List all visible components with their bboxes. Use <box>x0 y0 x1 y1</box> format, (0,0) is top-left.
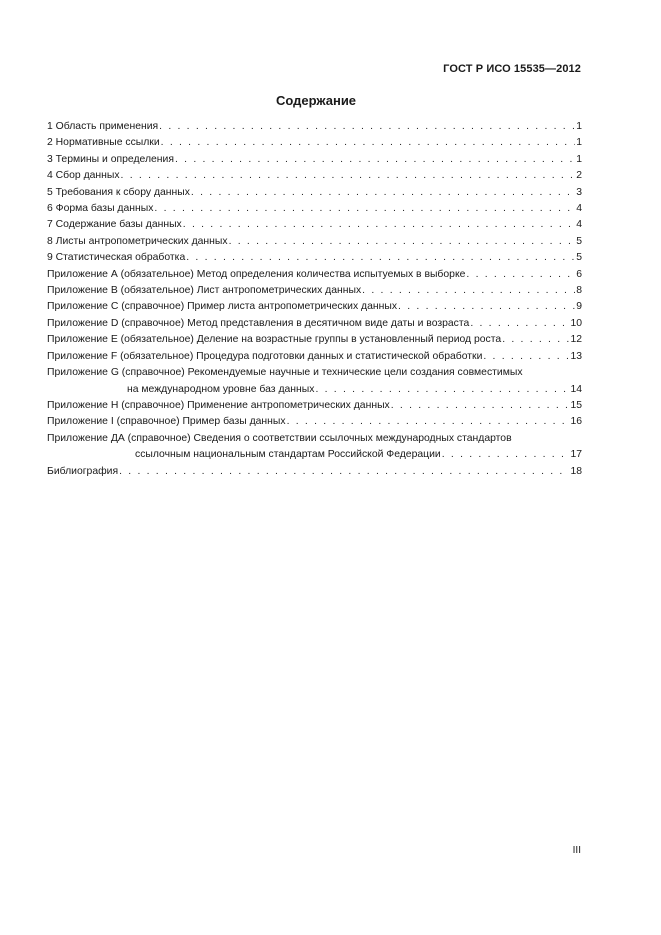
toc-leader-dots <box>502 332 569 348</box>
document-code: ГОСТ Р ИСО 15535—2012 <box>443 63 581 75</box>
toc-leader-dots <box>229 234 576 250</box>
toc-leader-dots <box>119 464 569 480</box>
toc-leader-dots <box>442 447 570 463</box>
toc-entry-page: 1 <box>576 137 582 149</box>
toc-leader-dots <box>391 398 570 414</box>
toc-entry-7[interactable] <box>47 217 582 233</box>
toc-entry-6[interactable] <box>47 201 582 217</box>
toc-entry-label: Приложение Н (справочное) Применение антропометрических данных <box>47 399 390 411</box>
toc-entry-label: 9 Статистическая обработка <box>47 252 186 264</box>
toc-leader-dots <box>287 414 570 430</box>
toc-leader-dots <box>159 119 575 135</box>
toc-leader-dots <box>315 382 569 398</box>
toc-entry-label: 8 Листы антропометрических данных <box>47 235 228 247</box>
toc-entry-page: 10 <box>570 317 582 329</box>
toc-entry-continuation <box>47 447 582 463</box>
toc-entry-page: 4 <box>576 203 582 215</box>
toc-entry-label: 5 Требования к сбору данных <box>47 186 190 198</box>
toc-entry-annex-c[interactable] <box>47 299 582 315</box>
toc-entry-page: 15 <box>570 399 582 411</box>
toc-leader-dots <box>483 349 569 365</box>
toc-entry-annex-b[interactable] <box>47 283 582 299</box>
toc-entry-2[interactable] <box>47 135 582 151</box>
toc-entry-label: Приложение ДА (справочное) Сведения о соответствии ссылочных международных стандартов <box>47 432 512 444</box>
toc-entry-1[interactable] <box>47 119 582 135</box>
toc-leader-dots <box>183 217 575 233</box>
toc-entry-5[interactable] <box>47 185 582 201</box>
toc-entry-page: 18 <box>570 465 582 477</box>
toc-entry-page: 14 <box>570 383 582 395</box>
toc-entry-annex-i[interactable] <box>47 414 582 430</box>
toc-entry-3[interactable] <box>47 152 582 168</box>
toc-entry-4[interactable] <box>47 168 582 184</box>
toc-entry-label-continuation: на международном уровне баз данных <box>127 383 315 395</box>
toc-entry-label: Приложение G (справочное) Рекомендуемые научные и технические цели создания совместимых <box>47 367 523 379</box>
toc-entry-label: Приложение Е (обязательное) Деление на возрастные группы в установленный период роста <box>47 334 502 346</box>
toc-entry-annex-g[interactable] <box>47 365 582 398</box>
toc-entry-page: 8 <box>576 285 582 297</box>
toc-entry-label: Библиография <box>47 465 119 477</box>
toc-leader-dots <box>186 250 575 266</box>
toc-entry-8[interactable] <box>47 234 582 250</box>
toc-leader-dots <box>398 299 575 315</box>
toc-entry-bibliography[interactable] <box>47 464 582 480</box>
toc-entry-page: 13 <box>570 350 582 362</box>
toc-entry-label: 1 Область применения <box>47 121 159 132</box>
toc-entry-label: Приложение D (справочное) Метод представления в десятичном виде даты и возраста <box>47 317 470 329</box>
toc-entry-label: 4 Сбор данных <box>47 170 120 182</box>
toc-leader-dots <box>466 267 575 283</box>
toc-entry-page: 1 <box>576 121 582 132</box>
toc-entry-page: 1 <box>576 153 582 165</box>
toc-entry-page: 2 <box>576 170 582 182</box>
toc-leader-dots <box>154 201 575 217</box>
toc-entry-annex-d[interactable] <box>47 316 582 332</box>
toc-entry-label: 3 Термины и определения <box>47 153 174 165</box>
toc-entry-page: 4 <box>576 219 582 231</box>
toc-entry-label: 6 Форма базы данных <box>47 203 154 215</box>
toc-entry-9[interactable] <box>47 250 582 266</box>
toc-entry-annex-f[interactable] <box>47 349 582 365</box>
toc-entry-label: Приложение А (обязательное) Метод определения количества испытуемых в выборке <box>47 268 466 280</box>
toc-entry-page: 12 <box>570 334 582 346</box>
toc-entry-page: 9 <box>576 301 582 313</box>
toc-entry-page: 3 <box>576 186 582 198</box>
toc-entry-page: 17 <box>570 449 582 461</box>
toc-entry-label: Приложение В (обязательное) Лист антропометрических данных <box>47 285 362 297</box>
toc-entry-annex-a[interactable] <box>47 267 582 283</box>
table-of-contents <box>47 119 582 480</box>
toc-entry-label: 7 Содержание базы данных <box>47 219 182 231</box>
toc-leader-dots <box>191 185 575 201</box>
toc-entry-annex-h[interactable] <box>47 398 582 414</box>
toc-entry-page: 5 <box>576 235 582 247</box>
page-number: III <box>572 845 581 856</box>
toc-entry-label: Приложение I (справочное) Пример базы данных <box>47 416 286 428</box>
toc-entry-page: 6 <box>576 268 582 280</box>
toc-entry-page: 16 <box>570 416 582 428</box>
toc-leader-dots <box>175 152 575 168</box>
toc-leader-dots <box>121 168 576 184</box>
toc-leader-dots <box>470 316 569 332</box>
toc-leader-dots <box>362 283 575 299</box>
toc-entry-label: Приложение С (справочное) Пример листа антропометрических данных <box>47 301 398 313</box>
toc-entry-annex-e[interactable] <box>47 332 582 348</box>
toc-entry-continuation <box>47 382 582 398</box>
toc-leader-dots <box>161 135 576 151</box>
toc-entry-label-continuation: ссылочным национальным стандартам Российской Федерации <box>135 449 441 461</box>
toc-entry-label: 2 Нормативные ссылки <box>47 137 160 149</box>
toc-entry-label: Приложение F (обязательное) Процедура подготовки данных и статистической обработки <box>47 350 483 362</box>
toc-entry-page: 5 <box>576 252 582 264</box>
toc-entry-annex-da[interactable] <box>47 431 582 464</box>
toc-title: Содержание <box>275 93 357 108</box>
